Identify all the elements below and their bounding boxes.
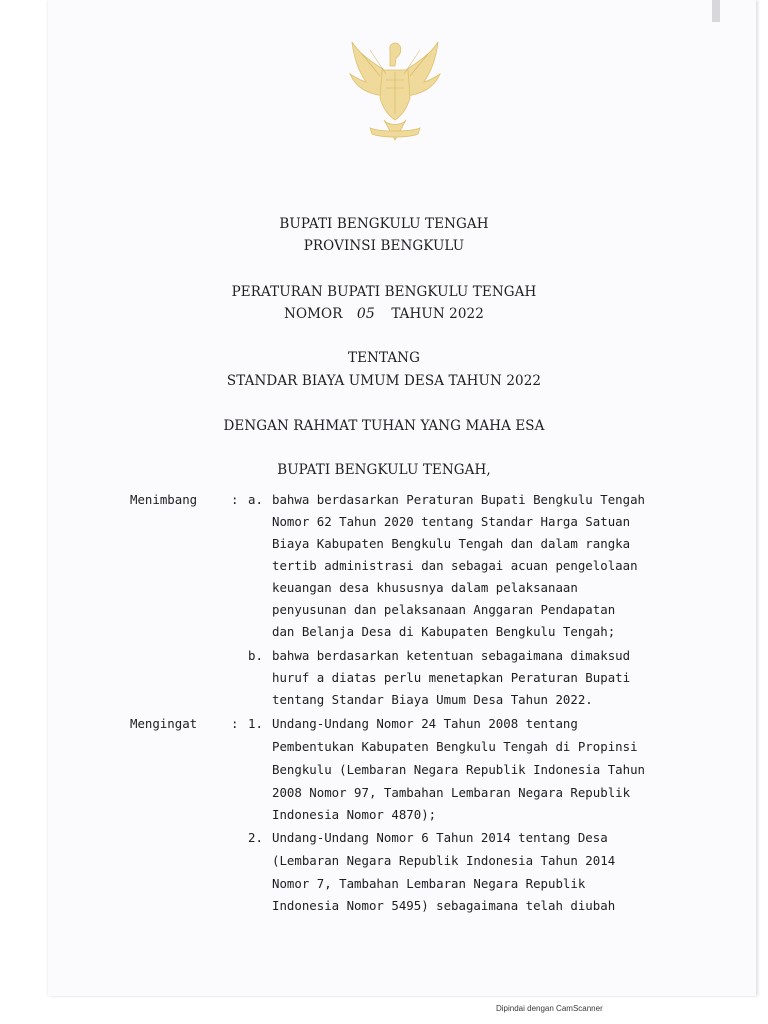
mengingat-marker-2: 2. [248,830,263,845]
mengingat-2-line-2: (Lembaran Negara Republik Indonesia Tahun 2014 [272,853,616,868]
scan-edge [712,0,720,22]
mengingat-1-line-2: Pembentukan Kabupaten Bengkulu Tengah di Propinsi [272,739,638,754]
garuda-emblem-icon [340,36,450,144]
menimbang-a-line-3: Biaya Kabupaten Bengkulu Tengah dan dalam rangka [272,536,631,551]
menimbang-label: Menimbang [130,492,198,507]
menimbang-a-line-2: Nomor 62 Tahun 2020 tentang Standar Harga Satuan [272,514,631,529]
menimbang-b-line-1: bahwa berdasarkan ketentuan sebagaimana dimaksud [272,648,631,663]
menimbang-a-line-6: penyusunan dan pelaksanaan Anggaran Pendapatan [272,602,616,617]
mengingat-colon: : [231,716,239,731]
menimbang-a-line-4: tertib administrasi dan sebagai acuan pengelolaan [272,558,638,573]
mengingat-1-line-1: Undang-Undang Nomor 24 Tahun 2008 tentang [272,716,578,731]
header-title-bupati: BUPATI BENGKULU TENGAH [279,216,489,232]
menimbang-a-line-7: dan Belanja Desa di Kabupaten Bengkulu Tengah; [272,624,616,639]
mengingat-1-line-3: Bengkulu (Lembaran Negara Republik Indonesia Tahun [272,762,645,777]
mengingat-1-line-4: 2008 Nomor 97, Tambahan Lembaran Negara Republik [272,785,631,800]
header-province: PROVINSI BENGKULU [303,238,465,254]
nomor-label: NOMOR [284,306,343,322]
regulation-title: PERATURAN BUPATI BENGKULU TENGAH [231,284,537,300]
menimbang-a-line-1 [272,492,645,507]
mengingat-marker-1: 1. [248,716,263,731]
mengingat-label: Mengingat [130,716,198,731]
line-text: bahwa berdasarkan Peraturan Bupati Bengkulu Tengah [272,492,645,507]
menimbang-b-line-3: tentang Standar Biaya Umum Desa Tahun 2022. [272,692,593,707]
menimbang-colon: : [231,492,239,507]
regulation-subject: STANDAR BIAYA UMUM DESA TAHUN 2022 [226,373,542,389]
tentang-heading: TENTANG [348,350,420,366]
regulation-year: TAHUN 2022 [391,306,484,322]
regulation-number-row [0,306,768,322]
menimbang-b-line-2: huruf a diatas perlu menetapkan Peraturan Bupati [272,670,631,685]
menimbang-a-line-5: keuangan desa khususnya dalam pelaksanaan [272,580,578,595]
handwritten-number: 05 [356,306,375,322]
menimbang-marker-b: b. [248,648,263,663]
mengingat-2-line-4: Indonesia Nomor 5495) sebagaimana telah diubah [272,898,616,913]
mengingat-2-line-1: Undang-Undang Nomor 6 Tahun 2014 tentang Desa [272,830,608,845]
menimbang-marker-a: a. [248,492,263,507]
issuer-line: BUPATI BENGKULU TENGAH, [277,462,491,478]
scanner-watermark: Dipindai dengan CamScanner [496,1004,603,1013]
mengingat-1-line-5: Indonesia Nomor 4870); [272,807,437,822]
mengingat-2-line-3: Nomor 7, Tambahan Lembaran Negara Republik [272,876,586,891]
blessing-line: DENGAN RAHMAT TUHAN YANG MAHA ESA [223,418,545,434]
